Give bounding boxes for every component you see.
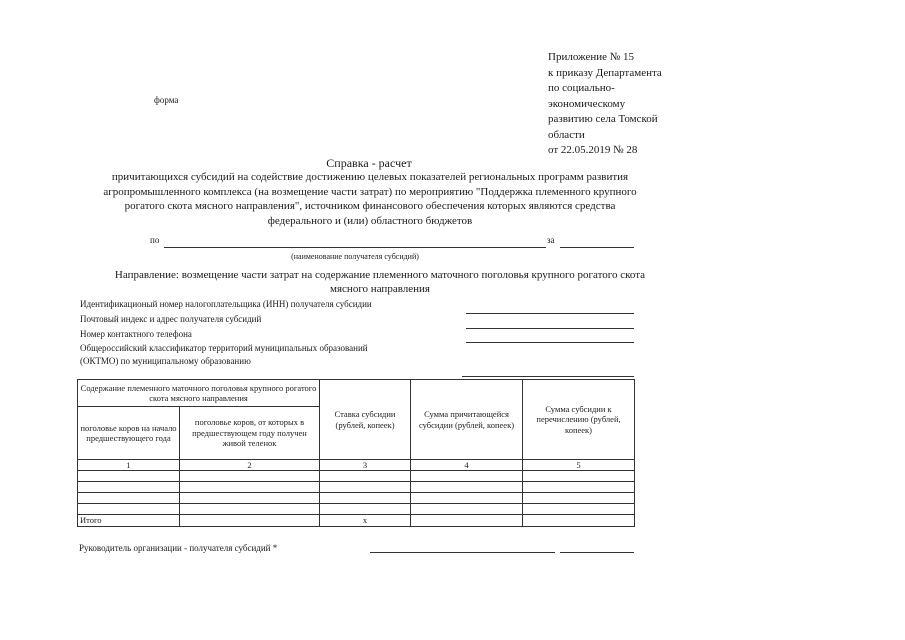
group-header: Содержание племенного маточного поголовья крупного рогатого скота мясного направления	[78, 380, 320, 407]
col5-header: Сумма субсидии к перечислению (рублей, копеек)	[523, 380, 635, 460]
col-number: 1	[78, 460, 180, 471]
col-number: 2	[180, 460, 320, 471]
table-cell[interactable]	[180, 515, 320, 527]
appendix-block	[548, 50, 688, 159]
col1-header: поголовье коров на начало предшествующего года	[78, 407, 180, 460]
table-cell[interactable]	[523, 482, 635, 493]
signature-name-field[interactable]	[370, 552, 555, 553]
oktmo-label-line1: Общероссийский классификатор территорий муниципальных образований	[80, 343, 368, 353]
table-cell[interactable]	[180, 493, 320, 504]
table-cell[interactable]	[411, 471, 523, 482]
table-cell[interactable]	[78, 482, 180, 493]
appendix-line: развитию села Томской	[548, 113, 658, 125]
purpose-line: причитающихся субсидий на содействие достижению целевых показателей региональных программ развития	[111, 171, 629, 183]
direction-line: мясного направления	[330, 283, 430, 295]
col-number: 5	[523, 460, 635, 471]
table-row	[78, 493, 635, 504]
total-mark: х	[320, 515, 411, 527]
table-row	[78, 471, 635, 482]
col3-header: Ставка субсидии (рублей, копеек)	[320, 380, 411, 460]
total-label: Итого	[78, 515, 180, 527]
table-cell[interactable]	[180, 504, 320, 515]
table-row	[78, 482, 635, 493]
recipient-name-field[interactable]	[164, 247, 546, 248]
purpose-line: рогатого скота мясного направления", источником финансового обеспечения которых являются средства	[124, 200, 616, 213]
appendix-line: от 22.05.2019 № 28	[548, 144, 638, 156]
table-cell[interactable]	[78, 471, 180, 482]
table-cell[interactable]	[411, 493, 523, 504]
address-label: Почтовый индекс и адрес получателя субсидий	[80, 314, 262, 324]
col4-header: Сумма причитающейся субсидии (рублей, копеек)	[411, 380, 523, 460]
table-cell[interactable]	[320, 493, 411, 504]
subsidy-table	[77, 379, 635, 527]
appendix-line: экономическому	[548, 97, 626, 110]
purpose-line: агропромышленного комплекса (на возмещение части затрат) по мероприятию "Поддержка племенного крупного	[103, 185, 637, 198]
signature-field[interactable]	[560, 552, 634, 553]
table-row	[78, 504, 635, 515]
inn-label: Идентификационый номер налогоплательщика (ИНН) получателя субсидии	[80, 299, 372, 309]
inn-field[interactable]	[466, 313, 634, 314]
direction-line: Направление: возмещение части затрат на содержание племенного маточного поголовья крупного рогатого скота	[114, 269, 646, 281]
table-cell[interactable]	[523, 515, 635, 527]
table-cell[interactable]	[320, 482, 411, 493]
for-label: за	[547, 235, 555, 245]
by-label: по	[150, 235, 160, 245]
col2-header: поголовье коров, от которых в предшествующем году получен живой теленок	[180, 407, 320, 460]
table-cell[interactable]	[320, 471, 411, 482]
col-number: 3	[320, 460, 411, 471]
table-cell[interactable]	[320, 504, 411, 515]
table-cell[interactable]	[411, 504, 523, 515]
purpose-text	[80, 170, 660, 228]
appendix-line: Приложение № 15	[548, 51, 635, 63]
oktmo-label-line2: (ОКТМО) по муниципальному образованию	[80, 356, 251, 366]
appendix-line: по социально-	[548, 82, 615, 94]
table-cell[interactable]	[78, 504, 180, 515]
oktmo-field[interactable]	[462, 376, 634, 377]
col-number: 4	[411, 460, 523, 471]
signature-label: Руководитель организации - получателя субсидий *	[79, 543, 278, 553]
table-cell[interactable]	[411, 515, 523, 527]
table-cell[interactable]	[523, 504, 635, 515]
purpose-line: федерального и (или) областного бюджетов	[267, 214, 473, 227]
table-cell[interactable]	[411, 482, 523, 493]
total-row	[78, 515, 635, 527]
table-cell[interactable]	[180, 482, 320, 493]
recipient-hint: (наименование получателя субсидий)	[291, 252, 419, 261]
table-cell[interactable]	[523, 493, 635, 504]
appendix-line: к приказу Департамента	[548, 66, 662, 79]
appendix-line: области	[548, 128, 585, 141]
forma-label: форма	[154, 95, 179, 105]
phone-field[interactable]	[466, 342, 634, 343]
phone-label: Номер контактного телефона	[80, 329, 192, 339]
period-field[interactable]	[560, 247, 634, 248]
direction-text	[80, 268, 680, 296]
table-cell[interactable]	[523, 471, 635, 482]
table-cell[interactable]	[78, 493, 180, 504]
table-cell[interactable]	[180, 471, 320, 482]
address-field[interactable]	[466, 328, 634, 329]
document-title: Справка - расчет	[326, 156, 412, 170]
